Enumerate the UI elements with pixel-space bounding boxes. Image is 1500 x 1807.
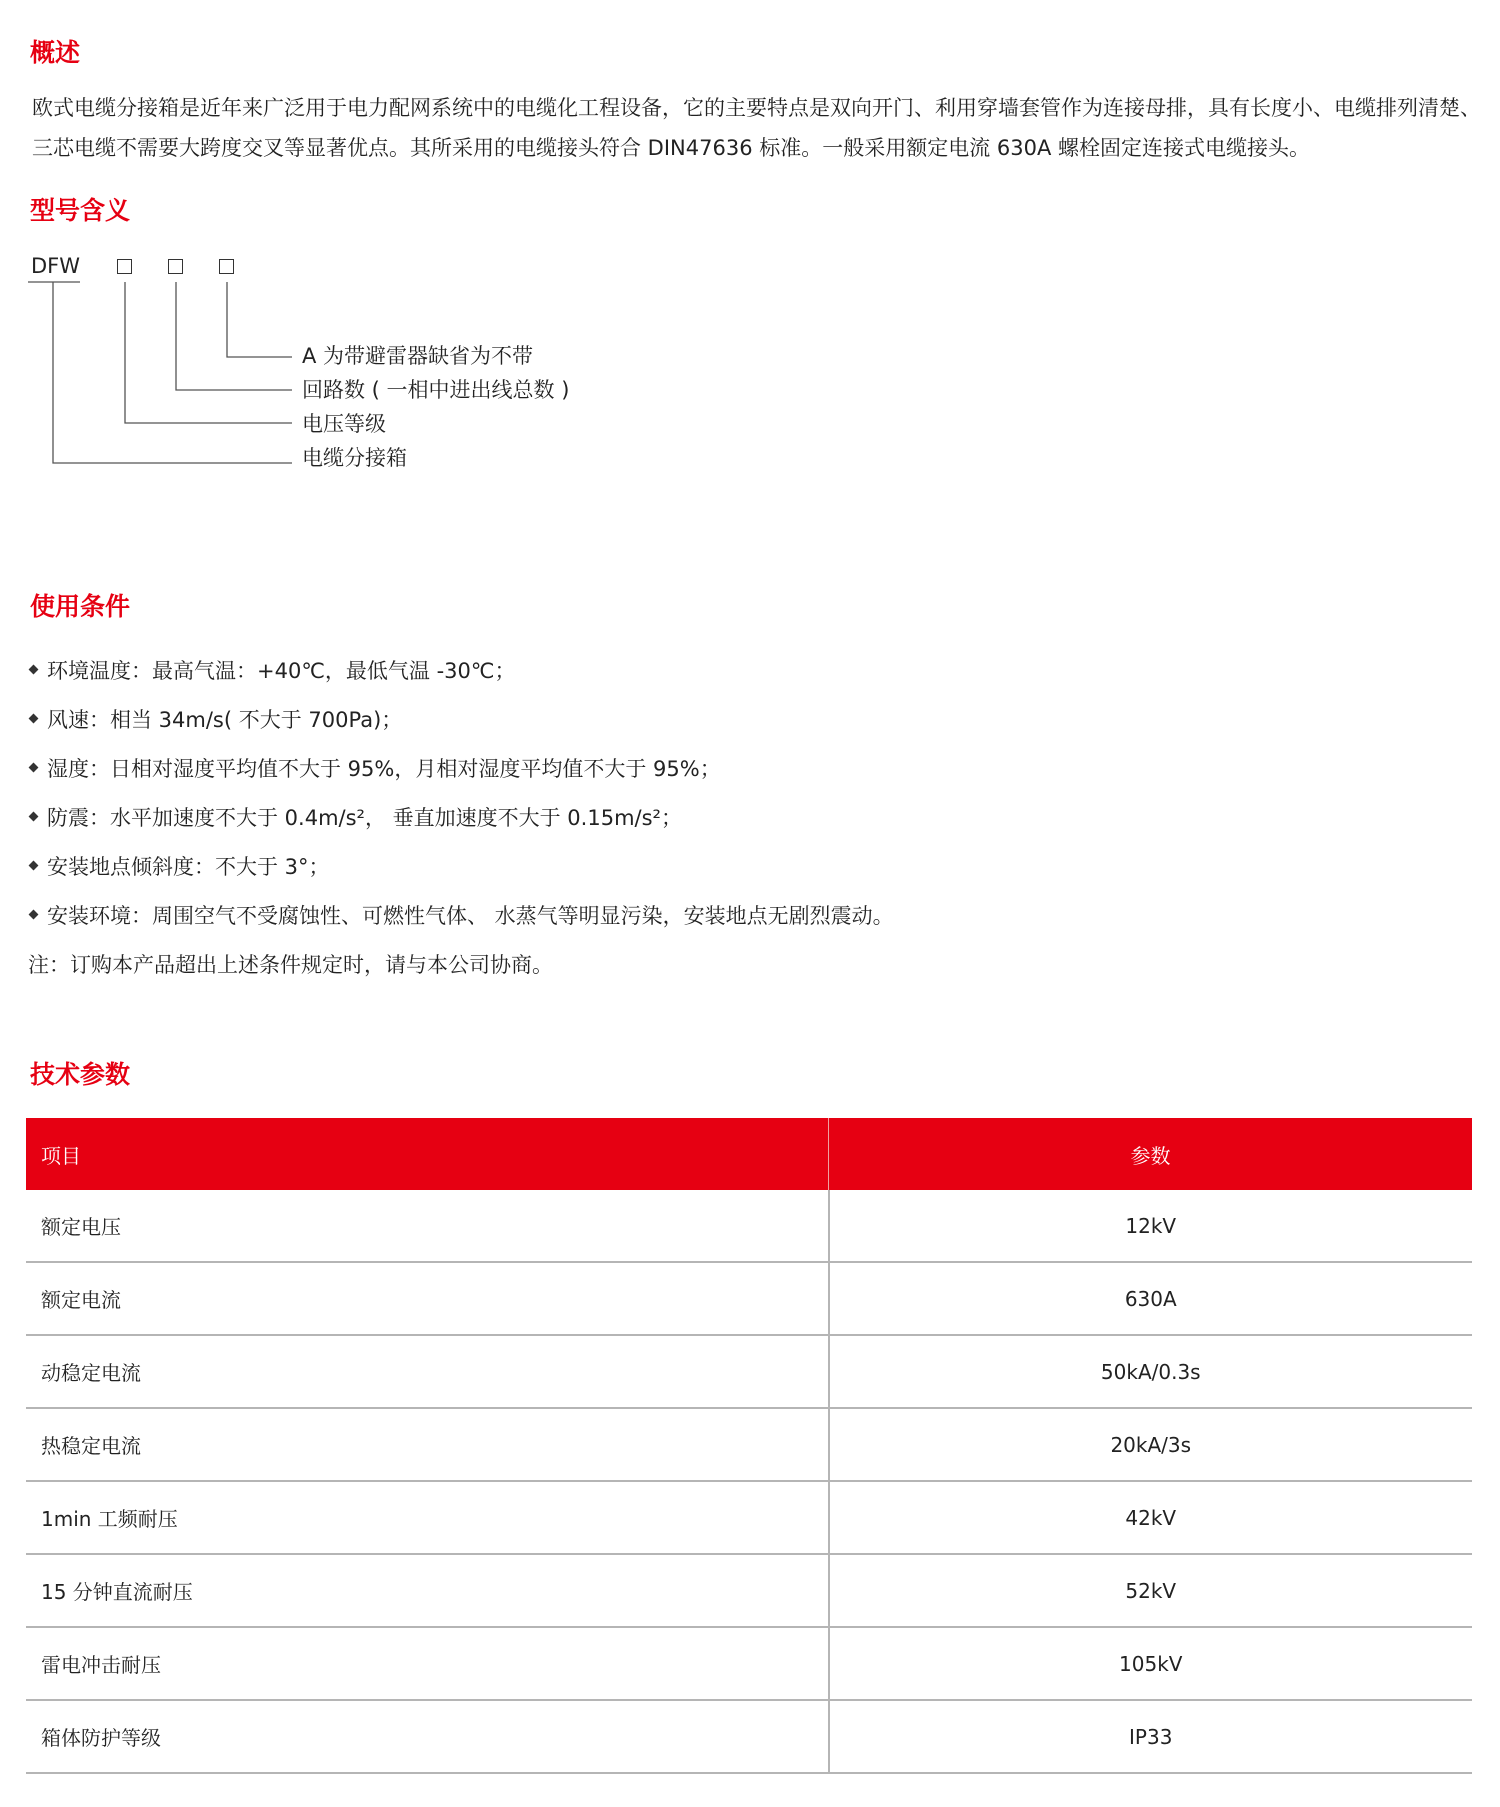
condition-item (28, 841, 894, 890)
param-value: 42kV (829, 1481, 1473, 1554)
conditions-heading: 使用条件 (30, 592, 131, 621)
table-row (26, 1554, 1472, 1627)
condition-item (28, 890, 894, 939)
param-name: 额定电压 (26, 1190, 829, 1262)
overview-line: 欧式电缆分接箱是近年来广泛用于电力配网系统中的电缆化工程设备，它的主要特点是双向开门、利用穿墙套管作为连接母排，具有长度小、电缆排列清楚、 (32, 96, 1481, 120)
param-value: 20kA/3s (829, 1408, 1473, 1481)
model-label-voltage: 电压等级 (302, 412, 386, 436)
diamond-bullet-icon (29, 665, 39, 675)
condition-text: 湿度：日相对湿度平均值不大于 95%，月相对湿度平均值不大于 95%； (47, 756, 721, 781)
model-heading: 型号含义 (30, 196, 131, 225)
param-name: 雷电冲击耐压 (26, 1627, 829, 1700)
param-value: 50kA/0.3s (829, 1335, 1473, 1408)
param-name: 动稳定电流 (26, 1335, 829, 1408)
technical-heading: 技术参数 (30, 1060, 131, 1089)
param-value: 52kV (829, 1554, 1473, 1627)
table-row (26, 1408, 1472, 1481)
param-value: 12kV (829, 1190, 1473, 1262)
condition-text: 风速：相当 34m/s( 不大于 700Pa)； (47, 707, 403, 732)
condition-item (28, 743, 894, 792)
diamond-bullet-icon (29, 910, 39, 920)
condition-item (28, 645, 894, 694)
header-item: 项目 (26, 1118, 829, 1190)
model-connector-lines (0, 0, 320, 480)
table-row (26, 1262, 1472, 1335)
param-name: 箱体防护等级 (26, 1700, 829, 1773)
table-row (26, 1627, 1472, 1700)
diamond-bullet-icon (29, 861, 39, 871)
condition-item (28, 792, 894, 841)
param-name: 15 分钟直流耐压 (26, 1554, 829, 1627)
parameters-table (26, 1118, 1472, 1774)
param-value: 630A (829, 1262, 1473, 1335)
condition-text: 安装环境：周围空气不受腐蚀性、可燃性气体、 水蒸气等明显污染，安装地点无剧烈震动。 (47, 903, 894, 928)
condition-text: 防震：水平加速度不大于 0.4m/s²， 垂直加速度不大于 0.15m/s²； (47, 805, 682, 830)
param-value: 105kV (829, 1627, 1473, 1700)
param-value: IP33 (829, 1700, 1473, 1773)
model-label-box: 电缆分接箱 (302, 446, 407, 470)
model-label-circuits: 回路数 ( 一相中进出线总数 ) (302, 378, 570, 402)
param-name: 1min 工频耐压 (26, 1481, 829, 1554)
model-code: DFW (31, 254, 81, 278)
conditions-note: 注：订购本产品超出上述条件规定时，请与本公司协商。 (28, 952, 553, 977)
table-row (26, 1481, 1472, 1554)
diamond-bullet-icon (29, 763, 39, 773)
table-row (26, 1700, 1472, 1773)
condition-item (28, 694, 894, 743)
header-value: 参数 (829, 1118, 1473, 1190)
model-label-arrester: A 为带避雷器缺省为不带 (302, 344, 534, 368)
conditions-list (28, 645, 894, 988)
table-row (26, 1335, 1472, 1408)
param-name: 热稳定电流 (26, 1408, 829, 1481)
overview-heading: 概述 (30, 38, 81, 67)
diamond-bullet-icon (29, 714, 39, 724)
table-header-row (26, 1118, 1472, 1190)
overview-line: 三芯电缆不需要大跨度交叉等显著优点。其所采用的电缆接头符合 DIN47636 标准。一般采用额定电流 630A 螺栓固定连接式电缆接头。 (32, 136, 1311, 160)
table-row (26, 1190, 1472, 1262)
param-name: 额定电流 (26, 1262, 829, 1335)
diamond-bullet-icon (29, 812, 39, 822)
condition-text: 安装地点倾斜度：不大于 3°； (47, 854, 330, 879)
condition-text: 环境温度：最高气温：+40℃，最低气温 -30℃； (47, 658, 516, 683)
